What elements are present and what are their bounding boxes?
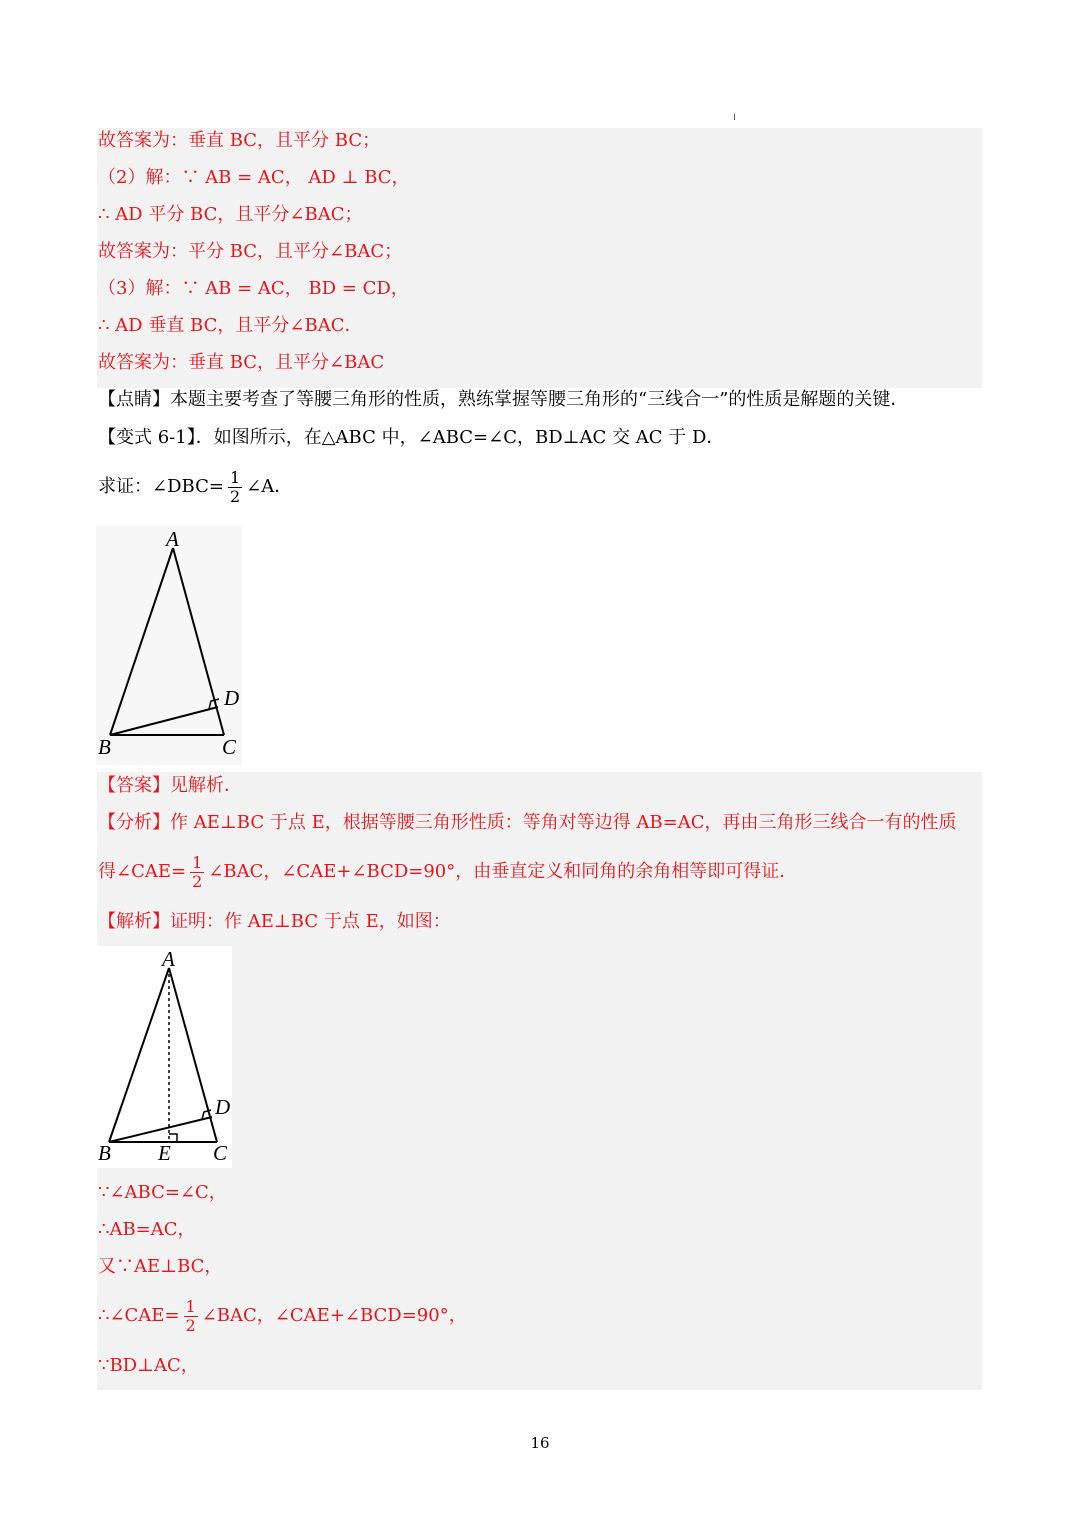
proof-prefix: 求证：∠DBC= <box>98 476 224 497</box>
answer-line-5: （3）解：∵ AB = AC， BD = CD， <box>98 278 409 299</box>
fraction-denominator: 2 <box>229 486 241 506</box>
dianjing-label: 【点睛】 <box>98 389 170 410</box>
label-d: D <box>224 686 240 710</box>
analysis-text-1: 作 AE⊥BC 于点 E，根据等腰三角形性质：等角对等边得 AB=AC，再由三角形三线合一有的性质 <box>170 812 957 833</box>
solution-label: 【解析】 <box>98 911 170 932</box>
bianshi-line <box>98 426 724 450</box>
dianjing-line <box>98 388 908 412</box>
triangle-figure-2 <box>96 946 232 1168</box>
answer-line-2: （2）解：∵ AB = AC， AD ⊥ BC， <box>98 167 410 188</box>
step-4-prefix: ∴∠CAE= <box>98 1305 180 1326</box>
page-number: 16 <box>530 1434 550 1452</box>
step-4 <box>98 1293 467 1339</box>
label-b: B <box>98 1141 111 1165</box>
fraction-denominator: 2 <box>192 871 203 891</box>
answer-line-4: 故答案为：平分 BC，且平分∠BAC； <box>98 241 403 262</box>
dianjing-text: 本题主要考查了等腰三角形的性质，熟练掌握等腰三角形的“三线合一”的性质是解题的关键． <box>170 389 909 410</box>
answer-line-6: ∴ AD 垂直 BC，且平分∠BAC． <box>98 315 363 336</box>
answer-line <box>98 774 242 798</box>
label-c: C <box>213 1141 228 1165</box>
fraction-numerator: 1 <box>229 467 241 487</box>
analysis-line-1 <box>98 811 957 835</box>
step-2: ∴AB=AC， <box>98 1219 196 1240</box>
fraction <box>184 1298 198 1335</box>
answer-line-7: 故答案为：垂直 BC，且平分∠BAC <box>98 352 385 373</box>
step-3: 又∵AE⊥BC， <box>98 1256 223 1277</box>
proof-suffix: ∠A． <box>246 476 293 497</box>
fraction-denominator: 2 <box>185 1315 196 1335</box>
fraction-numerator: 1 <box>185 1296 196 1316</box>
triangle-figure-1 <box>96 525 242 765</box>
label-a: A <box>166 527 179 551</box>
answer-line-3: ∴ AD 平分 BC，且平分∠BAC； <box>98 204 363 225</box>
answer-text: 见解析． <box>170 775 242 796</box>
proof-statement <box>98 464 292 510</box>
figure-background <box>96 946 232 1168</box>
bianshi-label: 【变式 6-1】 <box>98 427 196 448</box>
analysis-text-2-suffix: ∠BAC，∠CAE+∠BCD=90°，由垂直定义和同角的余角相等即可得证． <box>208 861 798 882</box>
step-4-suffix: ∠BAC，∠CAE+∠BCD=90°， <box>201 1305 467 1326</box>
step-5: ∵BD⊥AC， <box>98 1355 199 1376</box>
label-d: D <box>215 1095 231 1119</box>
analysis-line-2 <box>98 849 797 895</box>
page-mark <box>734 114 735 120</box>
bianshi-text: ．如图所示，在△ABC 中，∠ABC=∠C，BD⊥AC 交 AC 于 D． <box>195 427 725 448</box>
analysis-text-2-prefix: 得∠CAE= <box>98 861 187 882</box>
answer-label: 【答案】 <box>98 775 170 796</box>
fraction-numerator: 1 <box>192 852 203 872</box>
label-b: B <box>98 735 111 759</box>
solution-line <box>98 910 451 934</box>
answer-line-1: 故答案为：垂直 BC，且平分 BC； <box>98 130 381 151</box>
label-e: E <box>158 1141 171 1165</box>
label-a: A <box>162 947 175 971</box>
step-1: ∵∠ABC=∠C， <box>98 1182 227 1203</box>
label-c: C <box>222 735 237 759</box>
fraction <box>228 469 242 506</box>
solution-text: 证明：作 AE⊥BC 于点 E，如图： <box>170 911 451 932</box>
fraction <box>190 854 204 891</box>
analysis-label: 【分析】 <box>98 812 170 833</box>
